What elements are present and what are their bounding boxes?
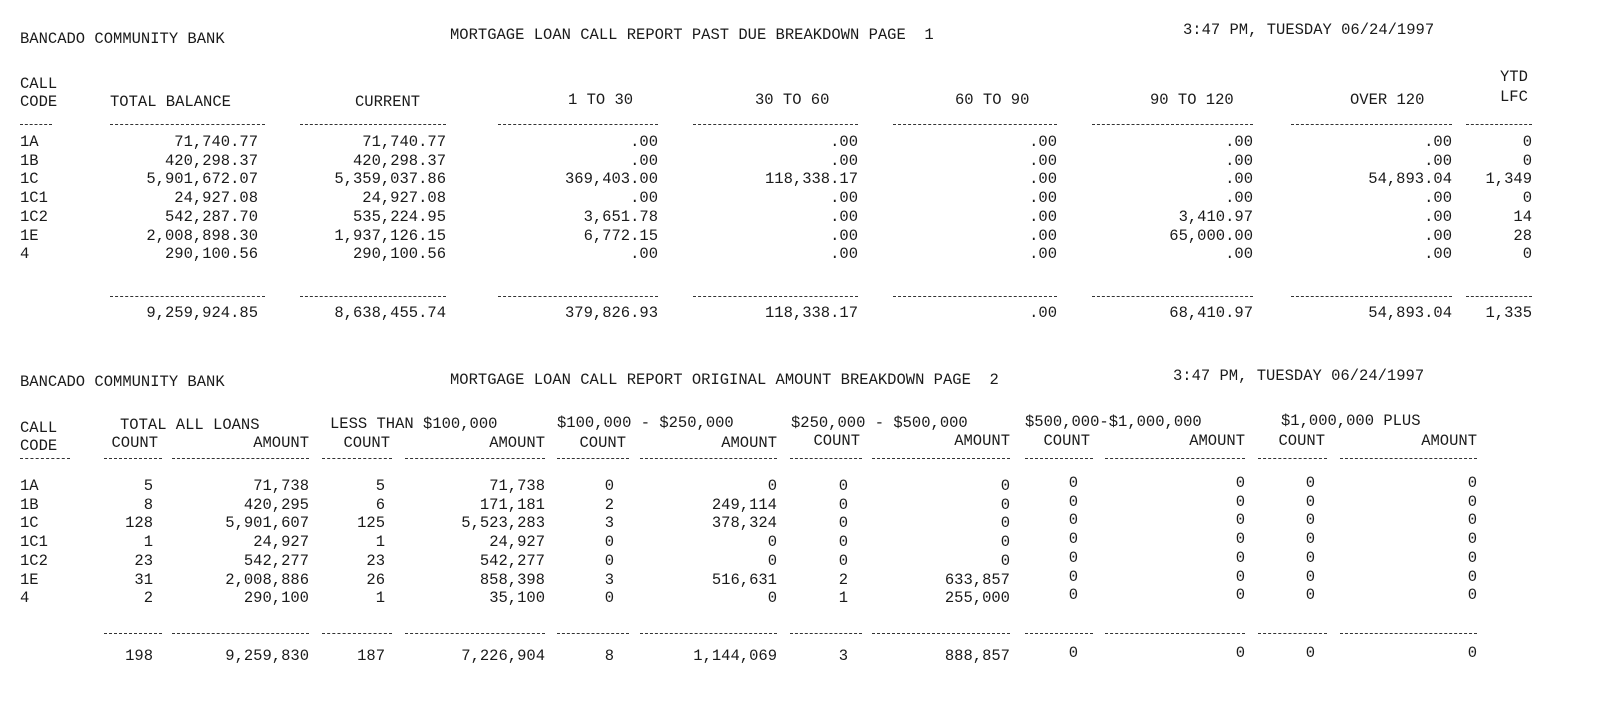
report2-total-1m-plus-amount: 0 — [1467, 644, 1477, 662]
report1-total-rule — [1291, 296, 1452, 297]
report1-total-90-to-120: 68,410.97 — [1169, 304, 1253, 322]
report2-cell-total-count: 8 — [143, 495, 153, 514]
report2-cell-lt100k-amount: 542,277 — [479, 551, 545, 570]
report2-cell-250k-500k-count: 0 — [838, 551, 848, 570]
report1-header-total-balance: TOTAL BALANCE — [110, 93, 231, 111]
report1-cell-call-code: 1B — [20, 151, 39, 170]
report2-cell-500k-1m-amount: 0 — [1235, 567, 1245, 586]
report2-total-rule — [104, 633, 162, 634]
report2-cell-500k-1m-amount: 0 — [1235, 511, 1245, 530]
report1-cell-current: 5,359,037.86 — [334, 170, 446, 189]
report2-header-call: CALL — [20, 419, 58, 437]
report2-cell-1m-plus-count: 0 — [1305, 586, 1315, 605]
report1-header-rule — [1466, 124, 1532, 125]
report2-cell-100k-250k-count: 3 — [604, 570, 614, 589]
report2-cell-100k-250k-amount: 249,114 — [711, 495, 777, 514]
report2-cell-250k-500k-count: 0 — [838, 477, 848, 495]
report2-cell-100k-250k-amount: 378,324 — [711, 514, 777, 533]
report2-cell-500k-1m-amount: 0 — [1235, 548, 1245, 567]
report1-cell-ytd-lfc: 0 — [1522, 189, 1532, 208]
report2-cell-250k-500k-count: 0 — [838, 514, 848, 533]
report1-header-30-to-60: 30 TO 60 — [755, 91, 830, 109]
report1-cell-30-to-60: .00 — [830, 133, 858, 151]
report2-total-total-count: 198 — [125, 647, 153, 665]
report1-cell-1-to-30: .00 — [630, 245, 658, 264]
report2-header-amount: AMOUNT — [253, 434, 309, 452]
report2-cell-call-code: 1A — [20, 477, 39, 495]
report1-cell-60-to-90: .00 — [1029, 133, 1057, 151]
report1-header-ytd: YTD — [1500, 68, 1528, 86]
report2-title: MORTGAGE LOAN CALL REPORT ORIGINAL AMOUNT BREAKDOWN PAGE 2 — [450, 371, 999, 389]
report2-cell-total-amount: 71,738 — [253, 477, 309, 495]
report1-cell-call-code: 1E — [20, 226, 39, 245]
report2-cell-500k-1m-amount: 0 — [1235, 530, 1245, 549]
report2-cell-total-amount: 542,277 — [243, 551, 309, 570]
report2-cell-100k-250k-count: 0 — [604, 533, 614, 552]
report1-cell-90-to-120: .00 — [1225, 245, 1253, 264]
report2-cell-total-count: 5 — [143, 477, 153, 495]
report2-cell-total-amount: 5,901,607 — [225, 514, 309, 533]
report2-cell-lt100k-amount: 5,523,283 — [461, 514, 545, 533]
report1-header-lfc: LFC — [1500, 88, 1528, 106]
report1-total-rule — [1466, 296, 1532, 297]
report2-total-rule — [1025, 633, 1093, 634]
report1-cell-ytd-lfc: 0 — [1522, 133, 1532, 151]
report1-header-rule — [300, 124, 446, 125]
report2-total-rule — [1340, 633, 1477, 634]
report1-cell-total-balance: 2,008,898.30 — [146, 226, 258, 245]
report2-cell-250k-500k-count: 0 — [838, 533, 848, 552]
report2-cell-call-code: 1C — [20, 514, 39, 533]
report1-header-1-to-30: 1 TO 30 — [568, 91, 634, 109]
report2-cell-1m-plus-count: 0 — [1305, 530, 1315, 549]
report2-cell-250k-500k-amount: 0 — [1000, 495, 1010, 514]
report1-cell-30-to-60: .00 — [830, 151, 858, 170]
report2-cell-500k-1m-amount: 0 — [1235, 492, 1245, 511]
report1-cell-ytd-lfc: 0 — [1522, 245, 1532, 264]
report1-cell-90-to-120: .00 — [1225, 133, 1253, 151]
report2-cell-100k-250k-amount: 0 — [767, 551, 777, 570]
report1-cell-current: 290,100.56 — [352, 245, 446, 264]
report2-total-1m-plus-count: 0 — [1305, 644, 1315, 662]
report2-cell-total-amount: 24,927 — [253, 533, 309, 552]
report1-cell-over-120: .00 — [1424, 189, 1452, 208]
report1-bank-name: BANCADO COMMUNITY BANK — [20, 30, 225, 48]
report1-header-over-120: OVER 120 — [1350, 91, 1425, 109]
report2-header-amount: AMOUNT — [489, 434, 545, 452]
report2-cell-1m-plus-amount: 0 — [1467, 474, 1477, 492]
report2-cell-100k-250k-count: 3 — [604, 514, 614, 533]
report2-header-amount: AMOUNT — [1189, 432, 1245, 450]
report1-total-30-to-60: 118,338.17 — [764, 304, 858, 322]
report1-title: MORTGAGE LOAN CALL REPORT PAST DUE BREAKDOWN PAGE 1 — [450, 26, 934, 44]
report2-cell-100k-250k-amount: 0 — [767, 477, 777, 495]
report1-total-rule — [300, 296, 446, 297]
report2-cell-lt100k-amount: 24,927 — [489, 533, 545, 552]
report1-cell-60-to-90: .00 — [1029, 189, 1057, 208]
report1-datetime: 3:47 PM, TUESDAY 06/24/1997 — [1183, 21, 1435, 39]
report1-cell-over-120: .00 — [1424, 151, 1452, 170]
report2-total-lt100k-amount: 7,226,904 — [461, 647, 545, 665]
report2-cell-1m-plus-count: 0 — [1305, 567, 1315, 586]
report2-header-total-all-loans: TOTAL ALL LOANS — [120, 416, 260, 434]
report2-header-rule — [1340, 458, 1477, 459]
report1-header-60-to-90: 60 TO 90 — [955, 91, 1030, 109]
report2-cell-lt100k-count: 26 — [366, 570, 385, 589]
report2-cell-100k-250k-count: 0 — [604, 477, 614, 495]
report2-total-rule — [322, 633, 392, 634]
report2-cell-total-count: 2 — [143, 589, 153, 608]
report2-cell-lt100k-count: 6 — [375, 495, 385, 514]
report2-cell-lt100k-count: 125 — [357, 514, 385, 533]
report1-cell-total-balance: 542,287.70 — [164, 207, 258, 226]
report2-header-1m-plus: $1,000,000 PLUS — [1281, 412, 1421, 430]
report1-total-rule — [1092, 296, 1253, 297]
report1-cell-60-to-90: .00 — [1029, 226, 1057, 245]
report1-header-rule — [110, 124, 265, 125]
report2-cell-250k-500k-amount: 255,000 — [944, 589, 1010, 608]
report1-header-rule — [20, 124, 52, 125]
report1-header-rule — [893, 124, 1057, 125]
report1-header-rule — [1092, 124, 1253, 125]
report1-cell-total-balance: 290,100.56 — [164, 245, 258, 264]
report2-total-rule — [1105, 633, 1245, 634]
report2-cell-1m-plus-count: 0 — [1305, 548, 1315, 567]
report2-cell-lt100k-count: 1 — [375, 589, 385, 608]
report2-cell-call-code: 4 — [20, 589, 30, 608]
report2-cell-100k-250k-amount: 516,631 — [711, 570, 777, 589]
report2-cell-250k-500k-count: 1 — [838, 589, 848, 608]
report2-cell-lt100k-count: 1 — [375, 533, 385, 552]
report1-header-call: CALL — [20, 75, 58, 93]
report2-header-rule — [1025, 458, 1093, 459]
report1-cell-current: 71,740.77 — [362, 133, 446, 151]
report2-cell-500k-1m-count: 0 — [1068, 586, 1078, 605]
report2-header-count: COUNT — [343, 434, 390, 452]
report2-datetime: 3:47 PM, TUESDAY 06/24/1997 — [1173, 367, 1425, 385]
report1-total-rule — [498, 296, 658, 297]
report1-cell-total-balance: 5,901,672.07 — [146, 170, 258, 189]
report2-cell-total-count: 128 — [125, 514, 153, 533]
report1-cell-over-120: .00 — [1424, 133, 1452, 151]
report1-header-90-to-120: 90 TO 120 — [1150, 91, 1234, 109]
report2-header-less-than-100k: LESS THAN $100,000 — [330, 415, 498, 433]
report2-cell-250k-500k-amount: 0 — [1000, 533, 1010, 552]
report2-cell-total-amount: 420,295 — [243, 495, 309, 514]
report1-total-current: 8,638,455.74 — [334, 304, 446, 322]
report2-header-count: COUNT — [813, 432, 860, 450]
report2-cell-500k-1m-count: 0 — [1068, 530, 1078, 549]
report2-cell-1m-plus-amount: 0 — [1467, 548, 1477, 567]
report2-cell-call-code: 1B — [20, 495, 39, 514]
report1-cell-total-balance: 71,740.77 — [174, 133, 258, 151]
report1-total-over-120: 54,893.04 — [1368, 304, 1452, 322]
report2-cell-500k-1m-count: 0 — [1068, 492, 1078, 511]
report1-cell-60-to-90: .00 — [1029, 207, 1057, 226]
report1-cell-call-code: 4 — [20, 245, 30, 264]
report2-cell-100k-250k-amount: 0 — [767, 589, 777, 608]
report2-cell-250k-500k-count: 2 — [838, 570, 848, 589]
report2-total-rule — [640, 633, 777, 634]
report1-cell-1-to-30: .00 — [630, 189, 658, 208]
report2-total-rule — [872, 633, 1010, 634]
report2-total-rule — [405, 633, 545, 634]
report2-header-amount: AMOUNT — [1421, 432, 1477, 450]
report1-total-60-to-90: .00 — [1029, 304, 1057, 322]
report2-total-total-amount: 9,259,830 — [225, 647, 309, 665]
report2-cell-lt100k-amount: 858,398 — [479, 570, 545, 589]
report2-cell-500k-1m-count: 0 — [1068, 511, 1078, 530]
report2-cell-total-count: 23 — [134, 551, 153, 570]
report2-cell-250k-500k-count: 0 — [838, 495, 848, 514]
report2-cell-total-count: 1 — [143, 533, 153, 552]
report2-cell-lt100k-amount: 35,100 — [489, 589, 545, 608]
report2-cell-1m-plus-amount: 0 — [1467, 492, 1477, 511]
report2-cell-500k-1m-amount: 0 — [1235, 474, 1245, 492]
report2-cell-call-code: 1C1 — [20, 533, 48, 552]
report2-header-rule — [322, 458, 392, 459]
report2-header-rule — [405, 458, 545, 459]
report1-total-total-balance: 9,259,924.85 — [146, 304, 258, 322]
report2-total-100k-250k-amount: 1,144,069 — [693, 647, 777, 665]
report2-cell-lt100k-count: 23 — [366, 551, 385, 570]
report2-total-rule — [790, 633, 862, 634]
report1-cell-30-to-60: .00 — [830, 207, 858, 226]
report1-cell-call-code: 1C1 — [20, 189, 48, 208]
report1-cell-total-balance: 24,927.08 — [174, 189, 258, 208]
report1-total-ytd-lfc: 1,335 — [1485, 304, 1532, 322]
report2-header-100k-250k: $100,000 - $250,000 — [557, 414, 734, 432]
report2-cell-250k-500k-amount: 633,857 — [944, 570, 1010, 589]
report1-cell-current: 535,224.95 — [352, 207, 446, 226]
report2-cell-1m-plus-count: 0 — [1305, 474, 1315, 492]
report2-total-rule — [1258, 633, 1327, 634]
report1-header-rule — [498, 124, 658, 125]
report1-cell-current: 24,927.08 — [362, 189, 446, 208]
report2-bank-name: BANCADO COMMUNITY BANK — [20, 373, 225, 391]
report1-cell-current: 420,298.37 — [352, 151, 446, 170]
report2-header-rule — [104, 458, 162, 459]
report1-header-current: CURRENT — [355, 93, 421, 111]
report2-header-code: CODE — [20, 437, 58, 455]
report1-cell-60-to-90: .00 — [1029, 245, 1057, 264]
report1-total-1-to-30: 379,826.93 — [564, 304, 658, 322]
report1-cell-over-120: .00 — [1424, 207, 1452, 226]
report1-cell-90-to-120: .00 — [1225, 151, 1253, 170]
report1-cell-60-to-90: .00 — [1029, 151, 1057, 170]
report2-total-rule — [557, 633, 629, 634]
report2-header-rule — [872, 458, 1010, 459]
report2-cell-500k-1m-count: 0 — [1068, 548, 1078, 567]
report1-cell-ytd-lfc: 14 — [1513, 207, 1532, 226]
report1-cell-1-to-30: 3,651.78 — [583, 207, 658, 226]
report2-total-500k-1m-count: 0 — [1068, 644, 1078, 662]
report2-cell-call-code: 1E — [20, 570, 39, 589]
report2-cell-call-code: 1C2 — [20, 551, 48, 570]
report2-cell-250k-500k-amount: 0 — [1000, 477, 1010, 495]
report2-cell-total-count: 31 — [134, 570, 153, 589]
report2-header-rule — [790, 458, 862, 459]
report2-header-rule — [172, 458, 309, 459]
report2-cell-lt100k-amount: 171,181 — [479, 495, 545, 514]
report1-cell-60-to-90: .00 — [1029, 170, 1057, 189]
report2-header-amount: AMOUNT — [721, 434, 777, 452]
report1-cell-call-code: 1C2 — [20, 207, 48, 226]
report2-cell-100k-250k-count: 2 — [604, 495, 614, 514]
report2-cell-500k-1m-count: 0 — [1068, 567, 1078, 586]
report2-total-lt100k-count: 187 — [357, 647, 385, 665]
report2-cell-total-amount: 290,100 — [243, 589, 309, 608]
report1-header-code: CODE — [20, 93, 58, 111]
report1-total-rule — [893, 296, 1057, 297]
report1-cell-30-to-60: .00 — [830, 245, 858, 264]
report2-cell-1m-plus-count: 0 — [1305, 511, 1315, 530]
report2-total-500k-1m-amount: 0 — [1235, 644, 1245, 662]
report1-cell-current: 1,937,126.15 — [334, 226, 446, 245]
report1-cell-over-120: .00 — [1424, 226, 1452, 245]
report1-cell-call-code: 1A — [20, 133, 39, 151]
report1-cell-over-120: 54,893.04 — [1368, 170, 1452, 189]
report2-header-rule — [557, 458, 629, 459]
report2-header-rule — [1258, 458, 1327, 459]
report1-cell-ytd-lfc: 1,349 — [1485, 170, 1532, 189]
report2-header-amount: AMOUNT — [954, 432, 1010, 450]
report1-cell-90-to-120: .00 — [1225, 189, 1253, 208]
report2-cell-1m-plus-amount: 0 — [1467, 530, 1477, 549]
report1-cell-ytd-lfc: 0 — [1522, 151, 1532, 170]
report1-cell-90-to-120: 65,000.00 — [1169, 226, 1253, 245]
report2-total-rule — [172, 633, 309, 634]
report2-header-rule — [640, 458, 777, 459]
report1-cell-90-to-120: .00 — [1225, 170, 1253, 189]
report1-cell-1-to-30: .00 — [630, 133, 658, 151]
report1-cell-90-to-120: 3,410.97 — [1178, 207, 1253, 226]
report2-cell-500k-1m-amount: 0 — [1235, 586, 1245, 605]
report2-cell-lt100k-count: 5 — [375, 477, 385, 495]
report2-header-count: COUNT — [579, 434, 626, 452]
report1-header-rule — [693, 124, 858, 125]
report2-header-rule — [20, 458, 70, 459]
report1-cell-30-to-60: .00 — [830, 226, 858, 245]
report2-header-count: COUNT — [1043, 432, 1090, 450]
report1-cell-1-to-30: 6,772.15 — [583, 226, 658, 245]
report1-cell-30-to-60: 118,338.17 — [764, 170, 858, 189]
report2-cell-lt100k-amount: 71,738 — [489, 477, 545, 495]
report2-total-250k-500k-amount: 888,857 — [944, 647, 1010, 665]
report1-cell-over-120: .00 — [1424, 245, 1452, 264]
report1-cell-ytd-lfc: 28 — [1513, 226, 1532, 245]
report2-header-500k-1m: $500,000-$1,000,000 — [1025, 413, 1202, 431]
report2-header-count: COUNT — [1278, 432, 1325, 450]
report2-header-count: COUNT — [111, 434, 158, 452]
report2-cell-100k-250k-count: 0 — [604, 551, 614, 570]
report2-total-250k-500k-count: 3 — [838, 647, 848, 665]
report2-cell-1m-plus-amount: 0 — [1467, 511, 1477, 530]
report1-total-rule — [110, 296, 265, 297]
report1-cell-1-to-30: .00 — [630, 151, 658, 170]
report2-cell-100k-250k-count: 0 — [604, 589, 614, 608]
report1-cell-total-balance: 420,298.37 — [164, 151, 258, 170]
report2-total-100k-250k-count: 8 — [604, 647, 614, 665]
report2-cell-1m-plus-amount: 0 — [1467, 586, 1477, 605]
report2-cell-250k-500k-amount: 0 — [1000, 514, 1010, 533]
report2-cell-1m-plus-count: 0 — [1305, 492, 1315, 511]
report1-cell-30-to-60: .00 — [830, 189, 858, 208]
report1-header-rule — [1291, 124, 1452, 125]
report2-header-rule — [1105, 458, 1245, 459]
report1-cell-call-code: 1C — [20, 170, 39, 189]
report2-cell-1m-plus-amount: 0 — [1467, 567, 1477, 586]
report1-total-rule — [693, 296, 858, 297]
report2-cell-100k-250k-amount: 0 — [767, 533, 777, 552]
report2-cell-250k-500k-amount: 0 — [1000, 551, 1010, 570]
report2-cell-total-amount: 2,008,886 — [225, 570, 309, 589]
report2-cell-500k-1m-count: 0 — [1068, 474, 1078, 492]
report2-header-250k-500k: $250,000 - $500,000 — [791, 414, 968, 432]
report1-cell-1-to-30: 369,403.00 — [564, 170, 658, 189]
